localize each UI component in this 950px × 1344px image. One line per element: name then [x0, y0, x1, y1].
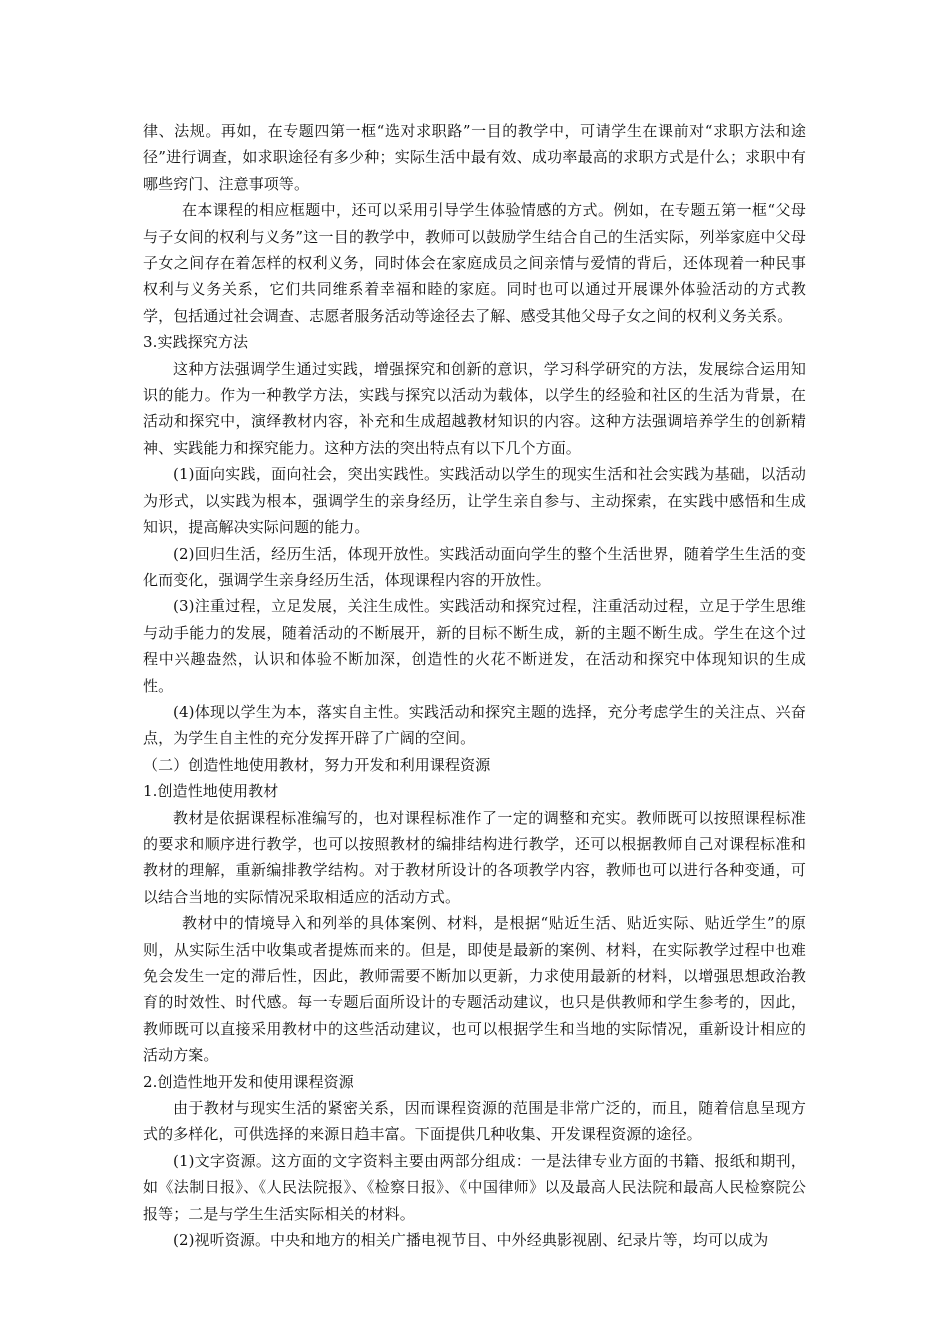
document-body [143, 118, 806, 1253]
list-item-paragraph: (2)回归生活，经历生活，体现开放性。实践活动面向学生的整个生活世界，随着学生生活的变化而变化，强调学生亲身经历生活，体现课程内容的开放性。 [143, 544, 806, 589]
section-heading: 2.创造性地开发和使用课程资源 [143, 1072, 354, 1091]
paragraph: 教材是依据课程标准编写的，也对课程标准作了一定的调整和充实。教师既可以按照课程标准的要求和顺序进行教学，也可以按照教材的编排结构进行教学，还可以根据教师自己对课程标准和教材的理解，重新编排教学结构。对于教材所设计的各项教学内容，教师也可以进行各种变通，可以结合当地的实际情况采取相适应的活动方式。 [143, 808, 806, 906]
list-item-paragraph: (4)体现以学生为本，落实自主性。实践活动和探究主题的选择，充分考虑学生的关注点、兴奋点，为学生自主性的充分发挥开辟了广阔的空间。 [143, 702, 806, 748]
section-heading: 1.创造性地使用教材 [143, 782, 279, 801]
list-item-paragraph: (1)面向实践，面向社会，突出实践性。实践活动以学生的现实生活和社会实践为基础，以活动为形式，以实践为根本，强调学生的亲身经历，让学生亲自参与、主动探索，在实践中感悟和生成知识，提高解决实际问题的能力。 [143, 465, 806, 537]
paragraph: 在本课程的相应框题中，还可以采用引导学生体验情感的方式。例如，在专题五第一框“父母与子女间的权利与义务”这一目的教学中，教师可以鼓励学生结合自己的生活实际，列举家庭中父母子女之间存在着怎样的权利义务，同时体会在家庭成员之间亲情与爱情的背后，还体现着一种民事权利与义务关系，它们共同维系着幸福和睦的家庭。同时也可以通过开展课外体验活动的方式教学，包括通过社会调查、志愿者服务活动等途径去了解、感受其他父母子女之间的权利义务关系。 [143, 201, 806, 325]
list-item-paragraph: (3)注重过程，立足发展，关注生成性。实践活动和探究过程，注重活动过程，立足于学生思维与动手能力的发展，随着活动的不断展开，新的目标不断生成，新的主题不断生成。学生在这个过程中兴趣盎然，认识和体验不断加深，创造性的火花不断迸发，在活动和探究中体现知识的生成性。 [143, 597, 806, 695]
paragraph: 这种方法强调学生通过实践，增强探究和创新的意识，学习科学研究的方法，发展综合运用知识的能力。作为一种教学方法，实践与探究以活动为载体，以学生的经验和社区的生活为背景，在活动和探究中，演绎教材内容，补充和生成超越教材知识的内容。这种方法强调培养学生的创新精神、实践能力和探究能力。这种方法的突出特点有以下几个方面。 [143, 359, 806, 457]
paragraph: 教材中的情境导入和列举的具体案例、材料，是根据“贴近生活、贴近实际、贴近学生”的原则，从实际生活中收集或者提炼而来的。但是，即使是最新的案例、材料，在实际教学过程中也难免会发生一定的滞后性，因此，教师需要不断加以更新，力求使用最新的材料，以增强思想政治教育的时效性、时代感。每一专题后面所设计的专题活动建议，也只是供教师和学生参考的，因此，教师既可以直接采用教材中的这些活动建议，也可以根据学生和当地的实际情况，重新设计相应的活动方案。 [143, 914, 806, 1065]
paragraph: 由于教材与现实生活的紧密关系，因而课程资源的范围是非常广泛的，而且，随着信息呈现方式的多样化，可供选择的来源日趋丰富。下面提供几种收集、开发课程资源的途径。 [143, 1099, 806, 1144]
section-heading: （二）创造性地使用教材，努力开发和利用课程资源 [143, 755, 491, 774]
paragraph: 律、法规。再如，在专题四第一框“选对求职路”一目的教学中，可请学生在课前对“求职方法和途径”进行调查，如求职途径有多少种；实际生活中最有效、成功率最高的求职方式是什么；求职中有哪些窍门、注意事项等。 [143, 122, 806, 193]
section-heading: 3.实践探究方法 [143, 333, 249, 352]
list-item-paragraph: (1)文字资源。这方面的文字资料主要由两部分组成：一是法律专业方面的书籍、报纸和期刊，如《法制日报》、《人民法院报》、《检察日报》、《中国律师》以及最高人民法院和最高人民检察院公报等；二是与学生生活实际相关的材料。 [143, 1151, 806, 1223]
list-item-paragraph: (2)视听资源。中央和地方的相关广播电视节目、中外经典影视剧、纪录片等，均可以成为 [173, 1231, 769, 1250]
